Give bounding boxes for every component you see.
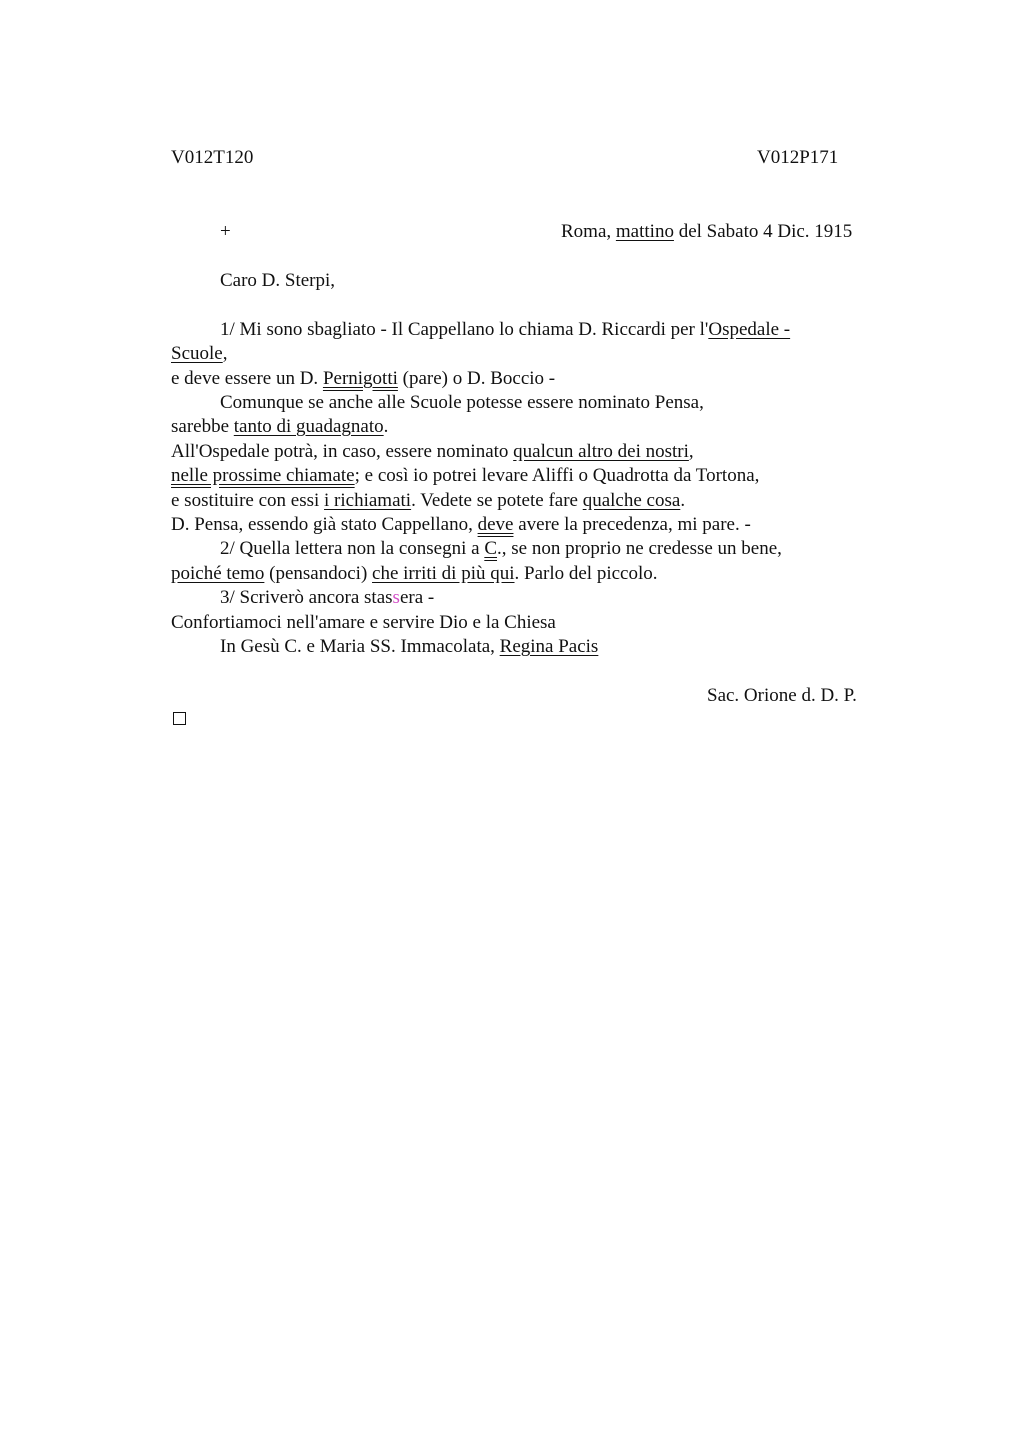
paragraph-1-line-5 bbox=[171, 415, 388, 439]
text-segment: sarebbe bbox=[171, 416, 234, 437]
date-underlined: mattino bbox=[615, 221, 674, 242]
paragraph-1-line-2 bbox=[171, 342, 227, 366]
text-segment: . Vedete se potete fare bbox=[411, 490, 583, 511]
text-segment: ., se non proprio ne credesse un bene, bbox=[497, 538, 782, 559]
highlighted-letter: s bbox=[392, 587, 400, 608]
underlined-segment: tanto di guadagnato bbox=[233, 416, 384, 437]
underlined-segment: qualcun altro dei nostri bbox=[513, 441, 689, 462]
salutation: Caro D. Sterpi, bbox=[220, 270, 336, 291]
underlined-segment: poiché temo bbox=[171, 563, 265, 584]
text-segment: 2/ Quella lettera non la consegni a bbox=[220, 538, 485, 559]
cross-mark: + bbox=[220, 221, 231, 242]
closing-line bbox=[220, 635, 598, 659]
text-segment: , bbox=[222, 343, 228, 364]
text-segment: . bbox=[680, 490, 686, 511]
underlined-segment: deve bbox=[477, 514, 514, 535]
text-segment: (pare) o D. Boccio - bbox=[397, 368, 556, 389]
paragraph-1-line-8 bbox=[171, 489, 685, 513]
text-segment: e deve essere un D. bbox=[171, 368, 323, 389]
underlined-segment: C bbox=[484, 538, 498, 559]
empty-box-icon bbox=[173, 712, 186, 725]
paragraph-1-line-4: Comunque se anche alle Scuole potesse essere nominato Pensa, bbox=[220, 392, 704, 413]
underlined-segment: Scuole bbox=[171, 343, 223, 364]
underlined-segment: qualche cosa bbox=[582, 490, 681, 511]
date-suffix: del Sabato 4 Dic. 1915 bbox=[673, 221, 853, 242]
underlined-segment: Pernigotti bbox=[322, 368, 398, 389]
text-segment: e sostituire con essi bbox=[171, 490, 325, 511]
underlined-segment: Ospedale - bbox=[708, 319, 791, 340]
paragraph-1-line-9 bbox=[171, 513, 751, 537]
text-segment: . bbox=[383, 416, 389, 437]
paragraph-2-line-2 bbox=[171, 562, 658, 586]
underlined-segment: Regina Pacis bbox=[499, 636, 599, 657]
text-segment: 3/ Scriverò ancora stas bbox=[220, 587, 393, 608]
text-segment: All'Ospedale potrà, in caso, essere nominato bbox=[171, 441, 514, 462]
underlined-segment: che irriti di più qui bbox=[372, 563, 515, 584]
text-segment: (pensandoci) bbox=[264, 563, 373, 584]
underlined-segment: nelle prossime chiamate bbox=[171, 465, 355, 486]
text-segment: era - bbox=[399, 587, 435, 608]
underlined-segment: i richiamati bbox=[324, 490, 412, 511]
text-segment: ; e così io potrei levare Aliffi o Quadrotta da Tortona, bbox=[354, 465, 760, 486]
paragraph-1-line-7 bbox=[171, 464, 759, 488]
paragraph-3 bbox=[220, 586, 434, 610]
paragraph-1-line-6 bbox=[171, 440, 694, 464]
text-segment: In Gesù C. e Maria SS. Immacolata, bbox=[220, 636, 500, 657]
paragraph-1-line-1 bbox=[220, 318, 790, 342]
header-left-code: V012T120 bbox=[171, 147, 254, 168]
text-segment: D. Pensa, essendo già stato Cappellano, bbox=[171, 514, 478, 535]
signature: Sac. Orione d. D. P. bbox=[707, 685, 857, 706]
date-prefix: Roma, bbox=[561, 221, 616, 242]
date-line bbox=[561, 220, 852, 244]
text-segment: avere la precedenza, mi pare. - bbox=[513, 514, 751, 535]
paragraph-2-line-1 bbox=[220, 537, 782, 561]
text-segment: . Parlo del piccolo. bbox=[514, 563, 658, 584]
paragraph-1-line-3 bbox=[171, 367, 555, 391]
paragraph-4: Confortiamoci nell'amare e servire Dio e la Chiesa bbox=[171, 612, 556, 633]
text-segment: 1/ Mi sono sbagliato - Il Cappellano lo chiama D. Riccardi per l' bbox=[220, 319, 709, 340]
header-right-code: V012P171 bbox=[757, 147, 839, 168]
text-segment: , bbox=[688, 441, 694, 462]
